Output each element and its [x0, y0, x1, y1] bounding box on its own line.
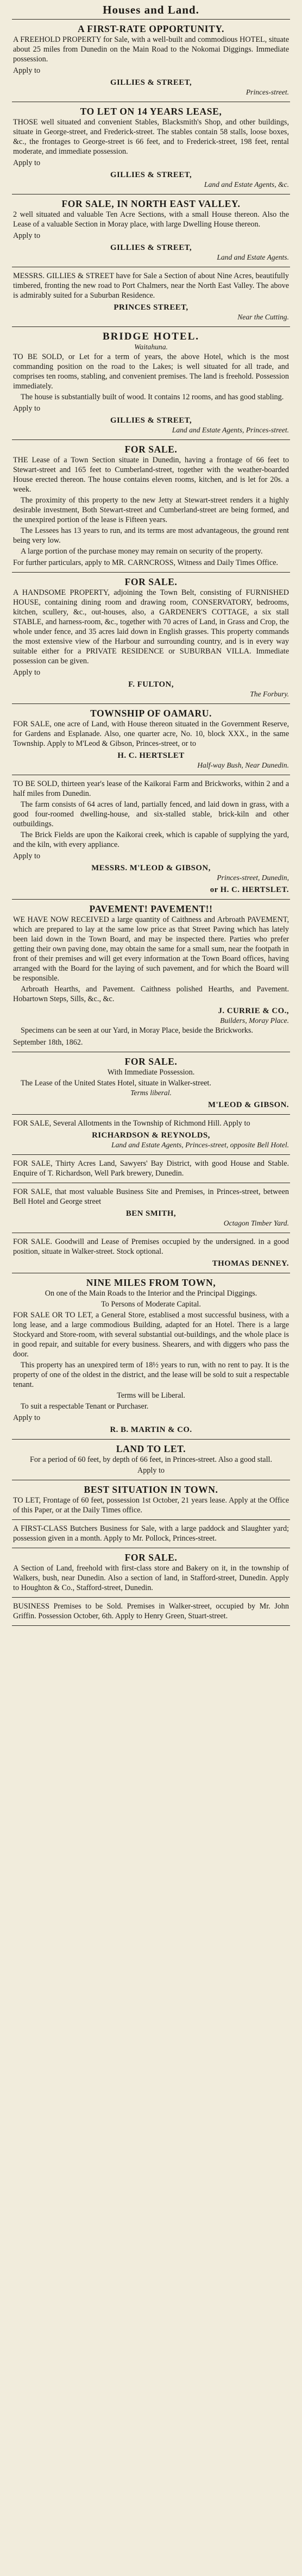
- advertisement-town-belt: [12, 573, 290, 704]
- advertisement-richmond-hill: [12, 1115, 290, 1155]
- ad-body: With Immediate Possession.: [107, 1068, 195, 1077]
- ad-apply: Apply to: [13, 231, 41, 240]
- ad-body: A HANDSOME PROPERTY, adjoining the Town Belt, consisting of FURNISHED HOUSE, containing dining room and drawing room, CONSERVATORY, bedrooms, kitchen, scullery, &c., out-houses, also, a GARDENER'S COTTAGE, a six stall STABLE, and harness-room, &c., together with 70 acres of Land, in Grass and Crop, the whole under fence, and 35 acres laid down in English grasses. This property commands the most extensive view of the Harbour and surrounding country, and is in every way suitable either for a PRIVATE RESIDENCE or SUBURBAN VILLA. Immediate possession can be given.: [13, 588, 289, 665]
- ad-terms: Terms liberal.: [130, 1089, 172, 1097]
- ad-heading: FOR SALE.: [124, 576, 178, 587]
- advertisement-stuart-street: [12, 440, 290, 573]
- ad-body: MESSRS. GILLIES & STREET have for Sale a Section of about Nine Acres, beautifully timbered, fronting the new road to Port Chalmers, near the North East Valley. The above is admirably suited for a Suburban Residence.: [13, 272, 289, 300]
- ad-heading: TO LET ON 14 YEARS LEASE,: [80, 106, 222, 117]
- ad-body: BUSINESS Premises to be Sold. Premises in Walker-street, occupied by Mr. John Griffin. Possession October, 6th. Apply to Henry Green, Stuart-street.: [13, 1602, 289, 1620]
- ad-subtitle: Land and Estate Agents.: [217, 253, 289, 261]
- ad-signature: THOMAS DENNEY.: [212, 1259, 289, 1268]
- advertisement-kaikorai: [12, 775, 290, 900]
- ad-signature: GILLIES & STREET,: [110, 243, 192, 252]
- ad-body: FOR SALE, one acre of Land, with House thereon situated in the Government Reserve, for Gardens and Esplanade. Also, one quarter acre, No. 10, block XXX., in the same Township. Apply to M'Leod & Gibson, Princes-street, or to: [13, 720, 289, 748]
- ad-heading: BRIDGE HOTEL.: [102, 331, 200, 342]
- ad-heading: FOR SALE, IN NORTH EAST VALLEY.: [61, 198, 241, 209]
- ad-signature: GILLIES & STREET,: [110, 416, 192, 425]
- ad-place: Waitahuna.: [134, 343, 168, 351]
- ad-body: Terms will be Liberal.: [117, 1391, 185, 1400]
- ad-body: For a period of 60 feet, by depth of 66 feet, in Princes-street. Also a good stall.: [29, 1455, 272, 1464]
- advertisement-united-states: [12, 1052, 290, 1115]
- section-title: Houses and Land.: [12, 0, 290, 20]
- ad-body: THE Lease of a Town Section situate in Dunedin, having a frontage of 66 feet to Stewart-street and 165 feet to Cumberland-street, together with the weather-boarded House erected thereon. The house contains eleven rooms, kitchen, and is let for 20s. a week.: [13, 456, 289, 494]
- ad-body: Arbroath Hearths, and Pavement. Caithness polished Hearths, and Pavement. Hobartown Steps, Sills, &c., &c.: [13, 985, 289, 1003]
- ad-body: On one of the Main Roads to the Interior and the Principal Diggings.: [45, 1289, 257, 1298]
- ad-signature: R. B. MARTIN & CO.: [110, 1425, 192, 1434]
- ad-body: TO LET, Frontage of 60 feet, possession 1st October, 21 years lease. Apply at the Office of this Paper, or at the Daily Times office.: [13, 1496, 289, 1515]
- ad-signature: F. FULTON,: [128, 680, 174, 689]
- ad-body: To Persons of Moderate Capital.: [101, 1300, 201, 1309]
- advertisement-best-situation: [12, 1480, 290, 1520]
- ad-subtitle: The Forbury.: [250, 690, 289, 698]
- ad-apply: Apply to: [13, 66, 41, 75]
- ad-body: A FREEHOLD PROPERTY for Sale, with a well-built and commodious HOTEL, situate about 25 miles from Dunedin on the Main Road to the Nokomai Diggings. Immediate possession.: [13, 35, 289, 64]
- ad-body: To suit a respectable Tenant or Purchaser.: [21, 1402, 149, 1411]
- ad-body: 2 well situated and valuable Ten Acre Sections, with a small House thereon. Also the Lease of a valuable Section in Moray place, with large Dwelling House thereon.: [13, 210, 289, 229]
- advertisement-north-east-valley: [12, 194, 290, 267]
- advertisement-george-street-premises: [12, 1183, 290, 1233]
- ad-signature: RICHARDSON & REYNOLDS,: [92, 1131, 210, 1140]
- ad-body: The Lease of the United States Hotel, situate in Walker-street.: [21, 1079, 211, 1088]
- ad-apply: Apply to: [13, 852, 41, 860]
- ad-heading: A FIRST-RATE OPPORTUNITY.: [78, 23, 224, 34]
- ad-apply: Apply to: [13, 668, 41, 677]
- ad-heading: BEST SITUATION IN TOWN.: [84, 1484, 218, 1495]
- advertisement-suburban-residence: [12, 267, 290, 327]
- advertisement-land-to-let: [12, 1440, 290, 1480]
- ad-body: Apply to: [137, 1466, 165, 1475]
- ad-date: September 18th, 1862.: [13, 1038, 83, 1047]
- ad-apply: Apply to: [13, 159, 41, 167]
- ad-subtitle: Princes-street, Dunedin,: [217, 874, 289, 882]
- ad-body: The proximity of this property to the new Jetty at Stewart-street renders it a highly desirable investment, Both Stewart-street and Cumberland-street are being formed, and the unexpired portion of the lease is Fifteen years.: [13, 496, 289, 524]
- advertisement-goodwill: [12, 1233, 290, 1273]
- ad-subtitle: Land and Estate Agents, Princes-street, opposite Bell Hotel.: [111, 1141, 289, 1149]
- ad-subtitle: Octagon Timber Yard.: [223, 1219, 289, 1227]
- advertisement-stafford-street: [12, 1548, 290, 1598]
- ad-signature: H. C. HERTSLET: [117, 751, 185, 760]
- ad-heading: FOR SALE.: [124, 1552, 178, 1563]
- advertisement-sawyers-bay: [12, 1155, 290, 1183]
- ad-body: The farm consists of 64 acres of land, partially fenced, and laid down in grass, with a good four-roomed dwelling-house, and six-stalled stable, brick-kiln and other outbuildings.: [13, 800, 289, 828]
- ad-body: FOR SALE. Goodwill and Lease of Premises occupied by the undersigned. in a good position, situate in Walker-street. Stock optional.: [13, 1237, 289, 1256]
- ad-signature: GILLIES & STREET,: [110, 78, 192, 87]
- ad-subtitle: Land and Estate Agents, &c.: [204, 180, 289, 189]
- ad-signature: GILLIES & STREET,: [110, 171, 192, 179]
- ad-body: FOR SALE, Several Allotments in the Township of Richmond Hill. Apply to: [13, 1119, 250, 1128]
- ad-subtitle: Half-way Bush, Near Dunedin.: [197, 761, 289, 769]
- ad-heading: TOWNSHIP OF OAMARU.: [90, 708, 212, 719]
- advertisement-to-let: [12, 102, 290, 194]
- ad-body: TO BE SOLD, or Let for a term of years, the above Hotel, which is the most commanding position on the road to the Lakes; is well situated for all trade, and comprises ten rooms, stabling, and convenient premises. The land is freehold. Possession immediately.: [13, 353, 289, 391]
- ad-heading: LAND TO LET.: [116, 1443, 186, 1454]
- ad-subtitle: Near the Cutting.: [237, 313, 289, 321]
- ad-signature: BEN SMITH,: [125, 1209, 177, 1218]
- ad-subtitle: Builders, Moray Place.: [220, 1016, 289, 1025]
- ad-body: A FIRST-CLASS Butchers Business for Sale, with a large paddock and Slaughter yard; possession given in a month. Apply to Mr. Pollock, Princes-street.: [13, 1524, 289, 1543]
- advertisement-pavement: [12, 900, 290, 1052]
- ad-extra: Specimens can be seen at our Yard, in Moray Place, beside the Brickworks.: [21, 1026, 253, 1035]
- ad-heading: NINE MILES FROM TOWN,: [86, 1277, 216, 1288]
- ad-subtitle: Land and Estate Agents, Princes-street.: [172, 426, 289, 434]
- advertisement-nine-miles: [12, 1273, 290, 1440]
- ad-body: The Brick Fields are upon the Kaikorai creek, which is capable of supplying the yard, and the kiln, with every appliance.: [13, 831, 289, 849]
- advertisement-walker-street: [12, 1598, 290, 1626]
- ad-body: This property has an unexpired term of 18½ years to run, with no rent to pay. It is the property of one of the oldest in the district, and the lease will be sold to suit a respectable tenant.: [13, 1361, 289, 1389]
- ad-body: The house is substantially built of wood. It contains 12 rooms, and has good stabling.: [21, 393, 284, 401]
- ad-signature: J. CURRIE & CO.,: [218, 1007, 289, 1015]
- advertisement-oamaru: [12, 704, 290, 775]
- ad-body: A large portion of the purchase money may remain on security of the property.: [21, 547, 263, 556]
- ad-heading: PAVEMENT! PAVEMENT!!: [89, 903, 213, 914]
- advertisement-butchers: [12, 1520, 290, 1548]
- advertisement-bridge-hotel: [12, 327, 290, 440]
- ad-subtitle: Princes-street.: [246, 88, 289, 96]
- ad-signature: M'LEOD & GIBSON.: [208, 1101, 289, 1109]
- ad-apply: Apply to: [13, 404, 41, 413]
- ad-body: FOR SALE, Thirty Acres Land, Sawyers' Bay District, with good House and Stable. Enquire of T. Richardson, Well Park brewery, Dunedin.: [13, 1159, 289, 1178]
- ad-body: A Section of Land, freehold with first-class store and Bakery on it, in the township of Walkers, bush, near Dunedin. Also a section of land, in Stafford-street, Dunedin. Apply to Houghton & Co., Stafford-street, Dunedin.: [13, 1564, 289, 1592]
- ad-body: The Lessees has 13 years to run, and its terms are most advantageous, the ground rent being very low.: [13, 526, 289, 545]
- ad-body: FOR SALE OR TO LET, a General Store, establised a most successful business, with a long lease, and a large commodious Building, adapted for an Hotel. There is a large Stockyard and Store-room, with several substantial out-buildings, and the whole place is in good repair, and suitable for every business. Shearers, and with diggers who pass the door.: [13, 1311, 289, 1359]
- ad-apply: Apply to: [13, 1413, 41, 1422]
- ad-heading: FOR SALE.: [124, 444, 178, 455]
- ad-body: WE HAVE NOW RECEIVED a large quantity of Caithness and Arbroath PAVEMENT, which are prepared to lay at the same low price as that Street Paving which has lately been laid down in the Town Board, and may be inspected there. Parties who prefer getting their own paving done, may obtain the same for a small sum, near the footpath in front of their premises and will get every information at the Town Board offices, having arranged with the Board for the laying of such pavement, and for which the Board will be responsible.: [13, 915, 289, 983]
- ad-apply: For further particulars, apply to MR. CARNCROSS, Witness and Daily Times Office.: [13, 558, 278, 567]
- ad-signature: MESSRS. M'LEOD & GIBSON,: [91, 864, 211, 872]
- ad-signature: PRINCES STREET,: [114, 303, 188, 312]
- ad-body: FOR SALE, that most valuable Business Site and Premises, in Princes-street, between Bell Hotel and George street: [13, 1188, 289, 1206]
- ad-body: TO BE SOLD, thirteen year's lease of the Kaikorai Farm and Brickworks, within 2 and a half miles from Dunedin.: [13, 780, 289, 798]
- ad-signature-secondary: or H. C. HERTSLET.: [210, 885, 289, 894]
- ad-heading: FOR SALE.: [124, 1056, 178, 1067]
- ad-body: THOSE well situated and convenient Stables, Blacksmith's Shop, and other buildings, situate in George-street, and Frederick-street. The stables contain 58 stalls, loose boxes, &c., the frontages to George-street is 66 feet, and to Frederick-street, 198 feet, rental moderate, and immediate possession.: [13, 118, 289, 156]
- advertisement-opportunity: [12, 20, 290, 102]
